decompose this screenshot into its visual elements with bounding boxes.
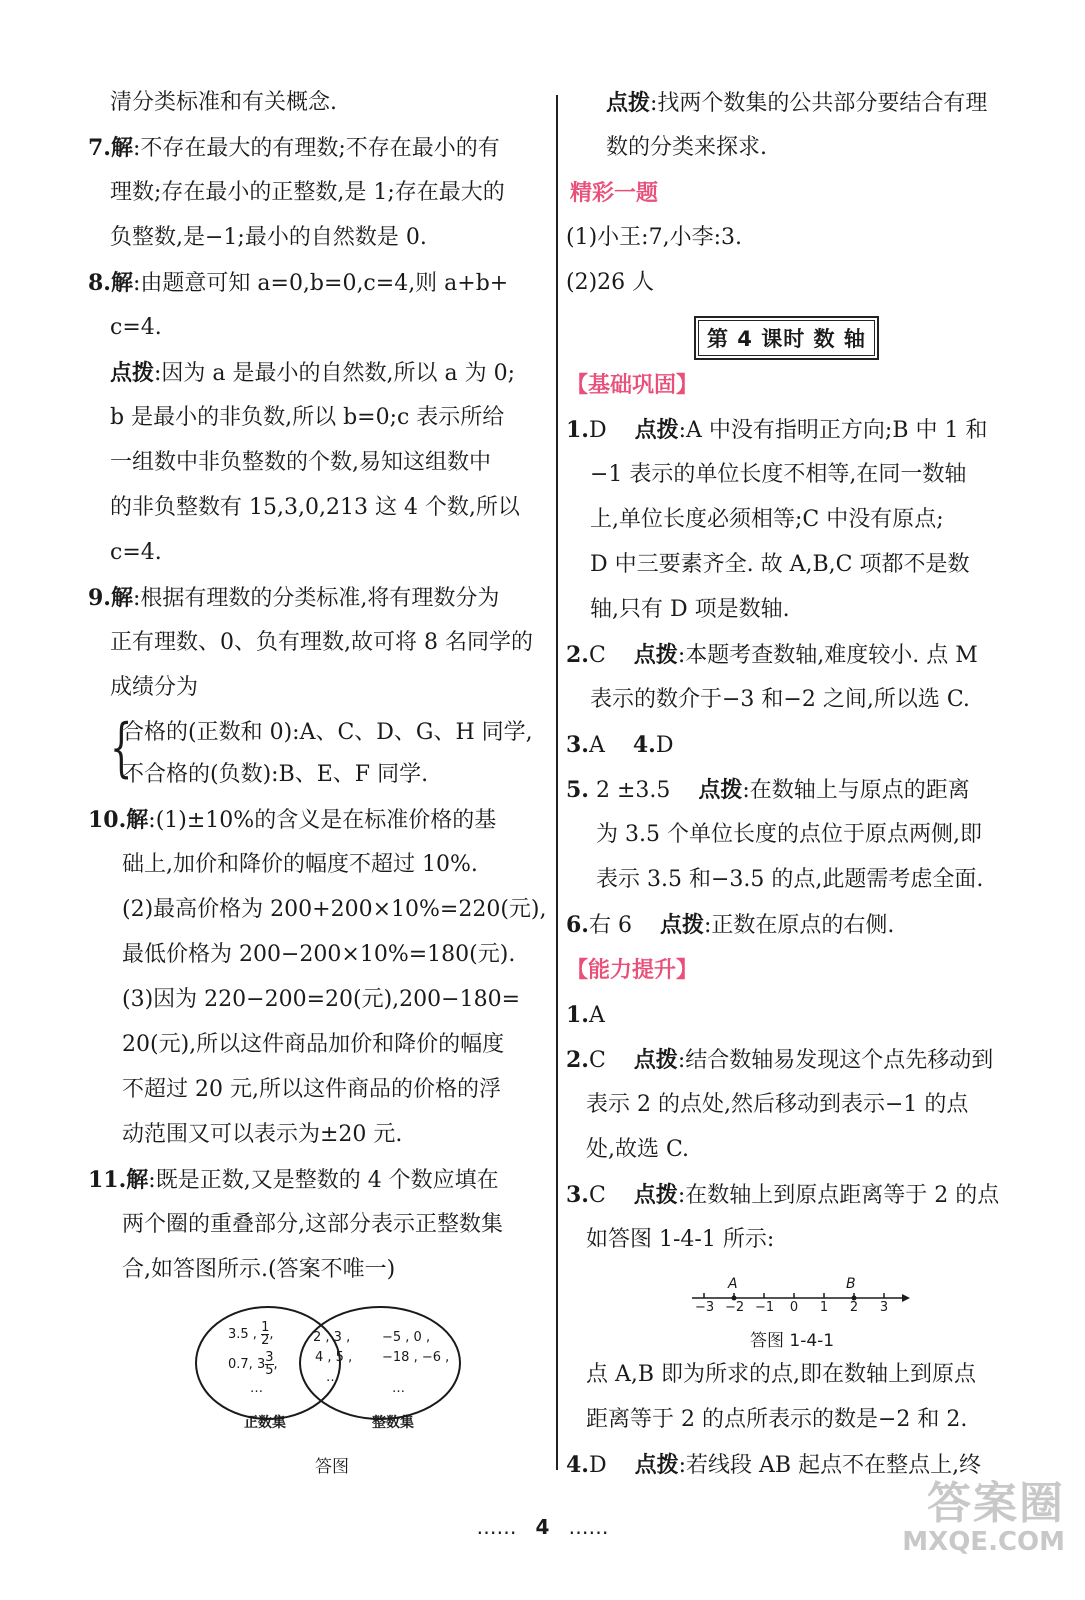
text-line: 轴,只有 D 项是数轴. bbox=[590, 597, 790, 622]
text-line: 动范围又可以表示为±20 元. bbox=[122, 1122, 403, 1147]
axis-tick-label: 2 bbox=[849, 1300, 859, 1315]
fraction: $\frac{3}{5}$ bbox=[265, 1350, 274, 1378]
axis-tick-label: −1 bbox=[755, 1300, 775, 1315]
venn-middle-row1: 2 , 3 , bbox=[313, 1330, 351, 1345]
tip-line: 点拨:因为 a 是最小的自然数,所以 a 为 0; bbox=[110, 360, 516, 386]
question-11: 11.解:既是正数,又是整数的 4 个数应填在 bbox=[88, 1167, 499, 1193]
text-line: 两个圈的重叠部分,这部分表示正整数集 bbox=[122, 1212, 503, 1237]
axis-tick-label: 1 bbox=[819, 1300, 829, 1315]
venn-right-ellipsis: … bbox=[392, 1381, 405, 1396]
venn-label-integer: 整数集 bbox=[372, 1415, 414, 1431]
text-line: 为 3.5 个单位长度的点位于原点两侧,即 bbox=[596, 822, 982, 847]
text-line: −1 表示的单位长度不相等,在同一数轴 bbox=[590, 462, 967, 487]
venn-left-row1: 3.5 , $\frac{1}{2}$ , bbox=[228, 1320, 274, 1348]
answer-n2: 2.C 点拨:结合数轴易发现这个点先移动到 bbox=[566, 1047, 994, 1073]
answer-b2: 2.C 点拨:本题考查数轴,难度较小. 点 M bbox=[566, 642, 978, 668]
page-number: 4 bbox=[535, 1515, 550, 1539]
text-line: 清分类标准和有关概念. bbox=[110, 90, 337, 115]
text-line: c=4. bbox=[110, 540, 162, 565]
text-line: (2)26 人 bbox=[566, 270, 655, 295]
text-line: 理数;存在最小的正整数,是 1;存在最大的 bbox=[110, 180, 505, 205]
text-line: (3)因为 220−200=20(元),200−180= bbox=[122, 987, 521, 1012]
text-line: 点 A,B 即为所求的点,即在数轴上到原点 bbox=[586, 1362, 977, 1387]
text-line: c=4. bbox=[110, 315, 162, 340]
section-heading-jichu: 【基础巩固】 bbox=[566, 372, 699, 398]
venn-left-row2: 0.7, 3 $\frac{3}{5}$ , bbox=[228, 1350, 278, 1378]
page-footer: …… 4 …… bbox=[476, 1515, 609, 1539]
point-a-label: A bbox=[728, 1276, 738, 1292]
text-line: 表示 3.5 和−3.5 的点,此题需考虑全面. bbox=[596, 867, 984, 892]
answer-b6: 6.右 6 点拨:正数在原点的右侧. bbox=[566, 912, 895, 938]
text-line: 表示 2 的点处,然后移动到表示−1 的点 bbox=[586, 1092, 969, 1117]
text-line: 正有理数、0、负有理数,故可将 8 名同学的 bbox=[110, 630, 533, 655]
axis-tick-label: −2 bbox=[725, 1300, 745, 1315]
axis-tick-label: 0 bbox=[789, 1300, 799, 1315]
text-line: b 是最小的非负数,所以 b=0;c 表示所给 bbox=[110, 405, 505, 430]
axis-tick-label: 3 bbox=[879, 1300, 889, 1315]
brace-symbol: { bbox=[110, 711, 133, 785]
text-line: 处,故选 C. bbox=[586, 1137, 690, 1162]
section-heading-jingcai: 精彩一题 bbox=[570, 180, 659, 206]
answer-n4: 4.D 点拨:若线段 AB 起点不在整点上,终 bbox=[566, 1452, 982, 1478]
answer-n3: 3.C 点拨:在数轴上到原点距离等于 2 的点 bbox=[566, 1182, 1000, 1208]
answer-b3-b4: 3.A 4.D bbox=[566, 732, 674, 758]
text-line: 数的分类来探求. bbox=[606, 135, 767, 160]
question-8: 8.解:由题意可知 a=0,b=0,c=4,则 a+b+ bbox=[88, 270, 509, 296]
text-line: 础上,加价和降价的幅度不超过 10%. bbox=[122, 852, 478, 877]
text-line: 合,如答图所示.(答案不唯一) bbox=[122, 1257, 396, 1282]
text-line: 的非负整数有 15,3,0,213 这 4 个数,所以 bbox=[110, 495, 520, 520]
point-b-label: B bbox=[846, 1276, 856, 1292]
question-10: 10.解:(1)±10%的含义是在标准价格的基 bbox=[88, 807, 497, 833]
text-line: 上,单位长度必须相等;C 中没有原点; bbox=[590, 507, 944, 532]
tip-line: 点拨:找两个数集的公共部分要结合有理 bbox=[606, 90, 988, 116]
column-divider bbox=[556, 95, 558, 1470]
text-line: 如答图 1-4-1 所示: bbox=[586, 1227, 775, 1252]
text-line: 表示的数介于−3 和−2 之间,所以选 C. bbox=[590, 687, 970, 712]
text-line: 不超过 20 元,所以这件商品的价格的浮 bbox=[122, 1077, 501, 1102]
answer-b5: 5. 2 ±3.5 点拨:在数轴上与原点的距离 bbox=[566, 777, 970, 803]
text-line: 成绩分为 bbox=[110, 675, 199, 700]
venn-right-row2: −18 , −6 , bbox=[382, 1350, 450, 1365]
venn-middle-ellipsis: … bbox=[326, 1370, 339, 1385]
answer-n1: 1.A bbox=[566, 1002, 605, 1028]
venn-left-ellipsis: … bbox=[250, 1381, 263, 1396]
text-line: (2)最高价格为 200+200×10%=220(元), bbox=[122, 897, 547, 922]
text-line: 不合格的(负数):B、E、F 同学. bbox=[122, 762, 429, 787]
venn-right-row1: −5 , 0 , bbox=[382, 1330, 431, 1345]
text-line: 合格的(正数和 0):A、C、D、G、H 同学, bbox=[122, 720, 533, 745]
question-9: 9.解:根据有理数的分类标准,将有理数分为 bbox=[88, 585, 500, 611]
text-line: 一组数中非负整数的个数,易知这组数中 bbox=[110, 450, 491, 475]
text-line: 最低价格为 200−200×10%=180(元). bbox=[122, 942, 516, 967]
lesson-title: 第 4 课时 数 轴 bbox=[698, 320, 875, 356]
text-line: 距离等于 2 的点所表示的数是−2 和 2. bbox=[586, 1407, 968, 1432]
watermark-logo: 答案圈 MXQE.COM bbox=[902, 1478, 1065, 1557]
axis-tick-label: −3 bbox=[695, 1300, 715, 1315]
answer-b1: 1.D 点拨:A 中没有指明正方向;B 中 1 和 bbox=[566, 417, 988, 443]
text-line: 负整数,是−1;最小的自然数是 0. bbox=[110, 225, 427, 250]
fraction: $\frac{1}{2}$ bbox=[261, 1320, 270, 1348]
lesson-title-box bbox=[694, 316, 879, 360]
axis-arrow bbox=[902, 1294, 910, 1302]
text-line: D 中三要素齐全. 故 A,B,C 项都不是数 bbox=[590, 552, 970, 577]
text-line: 20(元),所以这件商品加价和降价的幅度 bbox=[122, 1032, 505, 1057]
text-line: (1)小王:7,小李:3. bbox=[566, 225, 742, 250]
venn-label-positive: 正数集 bbox=[244, 1415, 286, 1431]
section-heading-nengli: 【能力提升】 bbox=[566, 957, 699, 983]
venn-caption: 答图 bbox=[315, 1457, 349, 1477]
number-line-caption: 答图 1-4-1 bbox=[750, 1331, 835, 1351]
venn-middle-row2: 4 , 5 , bbox=[315, 1350, 353, 1365]
question-7: 7.解:不存在最大的有理数;不存在最小的有 bbox=[88, 135, 500, 161]
